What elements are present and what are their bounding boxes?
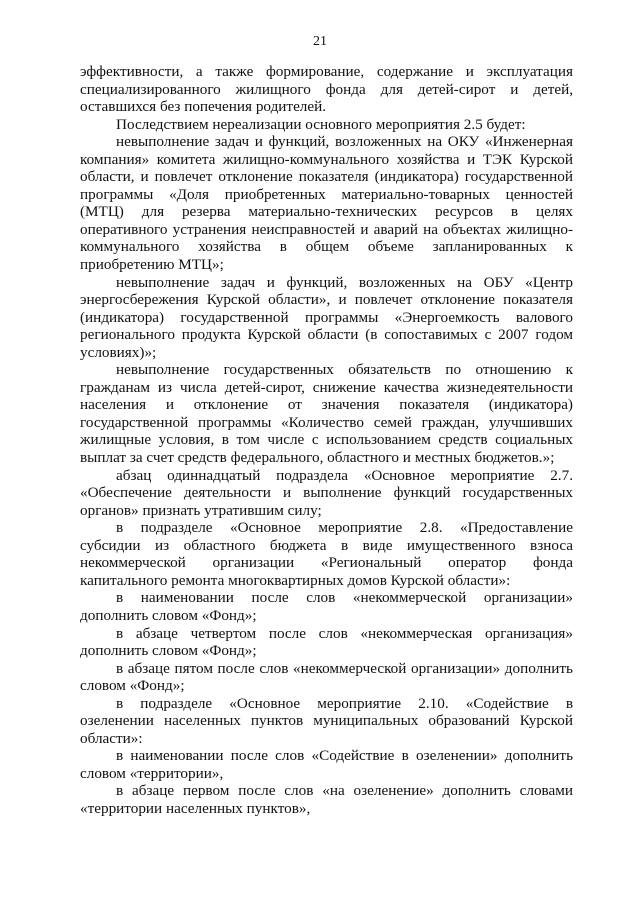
text-line: невыполнение задач и функций, возложенных на ОКУ «Инженерная — [116, 133, 573, 151]
text-line: словом «территории», — [80, 764, 224, 782]
text-line: (МТЦ) для резерва материально-технических ресурсов в целях — [80, 203, 573, 221]
text-line: озеленении населенных пунктов муниципальных образований Курской — [80, 712, 573, 730]
text-line: условиях)»; — [80, 343, 157, 361]
text-line: в наименовании после слов «некоммерческой организации» — [116, 589, 573, 607]
paragraph — [80, 63, 573, 116]
text-line: выплат за счет средств федерального, областного и местных бюджетов.»; — [80, 449, 555, 467]
text-line: регионального продукта Курской области (в сопоставимых с 2007 годом — [80, 326, 573, 344]
text-line: в подразделе «Основное мероприятие 2.8. «Предоставление — [116, 519, 573, 537]
text-line: населения и отклонение от значения показателя (индикатора) — [80, 396, 573, 414]
document-body — [80, 63, 573, 818]
paragraph — [80, 519, 573, 589]
text-line: государственной программы «Количество семей граждан, улучшивших — [80, 413, 573, 431]
text-line: приобретению МТЦ»; — [80, 256, 224, 274]
text-line: (индикатора) государственной программы «Энергоемкость валового — [80, 308, 573, 326]
text-line: специализированного жилищного фонда для детей-сирот и детей, — [80, 80, 573, 98]
text-line: субсидии из областного бюджета в виде имущественного взноса — [80, 536, 573, 554]
paragraph — [80, 747, 573, 782]
text-line: «территории населенных пунктов», — [80, 799, 311, 817]
text-line: области, и повлечет отклонение показателя (индикатора) государственной — [80, 168, 573, 186]
paragraph — [80, 467, 573, 520]
text-line: словом «Фонд»; — [80, 677, 185, 695]
text-line: оставшихся без попечения родителей. — [80, 98, 327, 116]
text-line: невыполнение задач и функций, возложенных на ОБУ «Центр — [116, 273, 573, 291]
text-line: некоммерческой организации «Региональный оператор фонда — [80, 554, 573, 572]
text-line: в абзаце первом после слов «на озеленение» дополнить словами — [116, 782, 573, 800]
text-line: Последствием нереализации основного мероприятия 2.5 будет: — [116, 115, 526, 133]
text-line: капитального ремонта многоквартирных домов Курской области»: — [80, 571, 511, 589]
text-line: энергосбережения Курской области», и повлечет отклонение показателя — [80, 291, 573, 309]
paragraph — [80, 695, 573, 748]
text-line: дополнить словом «Фонд»; — [80, 606, 257, 624]
text-line: «Обеспечение деятельности и выполнение функций государственных — [80, 484, 573, 502]
text-line: в абзаце четвертом после слов «некоммерческая организация» — [116, 624, 573, 642]
text-line: эффективности, а также формирование, содержание и эксплуатация — [80, 63, 573, 80]
text-line: органов» признать утратившим силу; — [80, 501, 322, 519]
paragraph — [80, 660, 573, 695]
text-line: гражданам из числа детей-сирот, снижение качества жизнедеятельности — [80, 378, 573, 396]
paragraph — [80, 133, 573, 273]
text-line: в абзаце пятом после слов «некоммерческой организации» дополнить — [116, 659, 573, 677]
text-line: программы «Доля приобретенных материально-товарных ценностей — [80, 185, 573, 203]
paragraph — [80, 625, 573, 660]
text-line: в подразделе «Основное мероприятие 2.10. «Содействие в — [116, 694, 573, 712]
text-line: в наименовании после слов «Содействие в озеленении» дополнить — [116, 747, 573, 765]
paragraph — [80, 589, 573, 624]
paragraph — [80, 361, 573, 466]
paragraph — [80, 782, 573, 817]
text-line: коммунального хозяйства в общем объеме запланированных к — [80, 238, 573, 256]
text-line: компания» комитета жилищно-коммунального хозяйства и ТЭК Курской — [80, 150, 573, 168]
text-line: жилищные условия, в том числе с использованием средств социальных — [80, 431, 573, 449]
text-line: невыполнение государственных обязательств по отношению к — [116, 361, 573, 379]
paragraph — [80, 274, 573, 362]
text-line: абзац одиннадцатый подраздела «Основное мероприятие 2.7. — [116, 466, 573, 484]
text-line: оперативного устранения неисправностей и аварий на объектах жилищно- — [80, 220, 573, 238]
text-line: дополнить словом «Фонд»; — [80, 642, 257, 660]
text-line: области»: — [80, 729, 143, 747]
page-number: 21 — [313, 34, 327, 49]
paragraph — [80, 116, 573, 134]
